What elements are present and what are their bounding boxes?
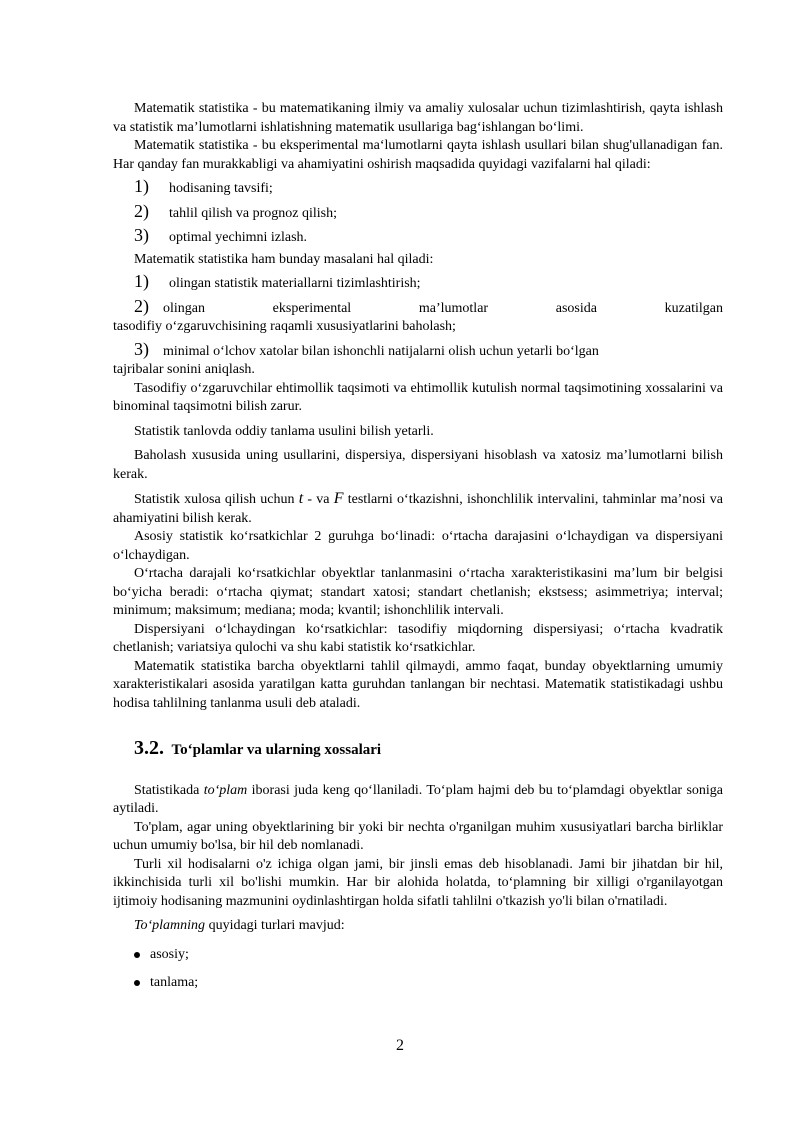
document-page	[113, 100, 723, 993]
list-text: tasodifiy o‘zgaruvchisining raqamli xususiyatlarini baholash;	[113, 319, 456, 334]
paragraph: Tasodifiy o‘zgaruvchilar ehtimollik taqsimoti va ehtimollik kutulish normal taqsimotining xossalarini va binominal taqsimotni bilish zarur.	[113, 380, 723, 414]
list-item-spread: 2) olingan eksperimental ma’lumotlar asosida kuzatilgan tasodifiy o‘zgaruvchisining raqamli xususiyatlarini baholash;	[113, 297, 723, 337]
paragraph: Statistik tanlovda oddiy tanlama usulini bilish yetarli.	[134, 423, 434, 439]
f-symbol: F	[333, 490, 344, 507]
section-number: 3.2.	[134, 737, 164, 759]
paragraph: Turli xil hodisalarni o'z ichiga olgan jami, bir jinsli emas deb hisoblanadi. Jami bir jihatdan bir hil, ikkinchisida turli xil bo'lishi mumkin. Har bir alohida holatda, to‘plamning bir xilligi o'rganilayotgan ijtimoiy hodisaning mazmunini oydinlashtirgan holda sifatli tahlilni o'tkazish yo'li bilan o'rnatiladi.	[113, 856, 723, 909]
list-text: optimal yechimni izlash.	[169, 230, 308, 245]
section-title: To‘plamlar va ularning xossalari	[171, 742, 382, 758]
list-text: hodisaning tavsifi;	[169, 181, 273, 196]
list-item	[134, 272, 723, 294]
list-number: 1)	[134, 271, 149, 291]
numbered-list	[134, 272, 723, 294]
paragraph: To‘plamning quyidagi turlari mavjud:	[134, 918, 345, 933]
list-text: olingan statistik materiallarni tizimlashtirish;	[169, 276, 421, 291]
list-text: tajribalar sonini aniqlash.	[113, 362, 255, 377]
paragraph: Asosiy statistik ko‘rsatkichlar 2 guruhga bo‘linadi: o‘rtacha darajasini o‘lchaydigan va dispersiyani o‘lchaydigan.	[113, 529, 723, 563]
paragraph: Matematik statistika barcha obyektlarni tahlil qilmaydi, ammo faqat, bunday obyektlarning umumiy xarakteristikalari asosida yaratilgan katta guruhdan tanlangan bir nechtasi. Matematik statistikadagi ushbu hodisa tahlilning tanlanma usuli deb ataladi.	[113, 658, 723, 711]
paragraph: O‘rtacha darajali ko‘rsatkichlar obyektlar tanlanmasini o‘rtacha xarakteristikasini ma’lum bir belgisi bo‘yicha beradi: o‘rtacha qiymat; standart xatosi; standart chetlanish; ekstsess; asimmetriya; interval; minimum; maksimum; mediana; moda; kvantil; ishonchlilik intervali.	[113, 566, 723, 618]
t-symbol: t	[298, 490, 304, 507]
list-number: 3)	[134, 338, 149, 359]
numbered-list	[134, 177, 723, 248]
list-number: 2)	[134, 200, 149, 221]
paragraph: Statistik xulosa qilish uchun t - va F testlarni o‘tkazishni, ishonchlilik intervalini, tahminlar ma’nosi va ahamiyatini bilish kerak.	[113, 490, 723, 526]
paragraph: To'plam, agar uning obyektlarining bir yoki bir nechta o'rganilgan muhim xususiyatlari barcha birliklar uchun umumiy bo'lsa, bir hil deb nomlanadi.	[113, 819, 723, 853]
list-text: tahlil qilish va prognoz qilish;	[169, 205, 337, 221]
list-item	[134, 202, 723, 224]
list-number: 3)	[134, 225, 149, 245]
paragraph: Statistikada to‘plam iborasi juda keng qo‘llaniladi. To‘plam hajmi deb bu to‘plamdagi obyektlar soniga aytiladi.	[113, 782, 723, 816]
bullet-item: asosiy;	[134, 946, 723, 965]
list-item: 3) minimal o‘lchov xatolar bilan ishonchli natijalarni olish uchun yetarli bo‘lgan	[134, 338, 599, 359]
bullet-icon	[134, 980, 140, 986]
bullet-icon	[134, 952, 140, 958]
page-number: 2	[396, 1037, 404, 1054]
paragraph: Matematik statistika - bu eksperimental ma‘lumotlarni qayta ishlash usullari bilan shug'ullanadigan fan. Har qanday fan murakkabligi va ahamiyatini oshirish maqsadida quyidagi vazifalarni hal qiladi:	[113, 138, 723, 172]
list-item	[134, 226, 723, 248]
list-number: 1)	[134, 176, 149, 196]
paragraph: Matematik statistika ham bunday masalani hal qiladi:	[134, 251, 434, 267]
paragraph: Dispersiyani o‘lchaydingan ko‘rsatkichlar: tasodifiy miqdorning dispersiyasi; o‘rtacha kvadratik chetlanish; variatsiya qulochi va shu kabi statistik ko‘rsatkichlar.	[113, 621, 723, 655]
section-heading	[134, 739, 723, 760]
list-number: 2)	[134, 295, 149, 316]
paragraph: Matematik statistika - bu matematikaning ilmiy va amaliy xulosalar uchun tizimlashtirish, qayta ishlash va statistik ma’lumotlarni ishlatishning matematik usullariga bag‘ishlangan bo‘limi.	[113, 101, 723, 135]
bullet-item: tanlama;	[134, 974, 723, 993]
list-item	[134, 177, 723, 199]
paragraph: Baholash xususida uning usullarini, dispersiya, dispersiyani hisoblash va xatosiz ma’lumotlarni bilish kerak.	[113, 448, 723, 482]
